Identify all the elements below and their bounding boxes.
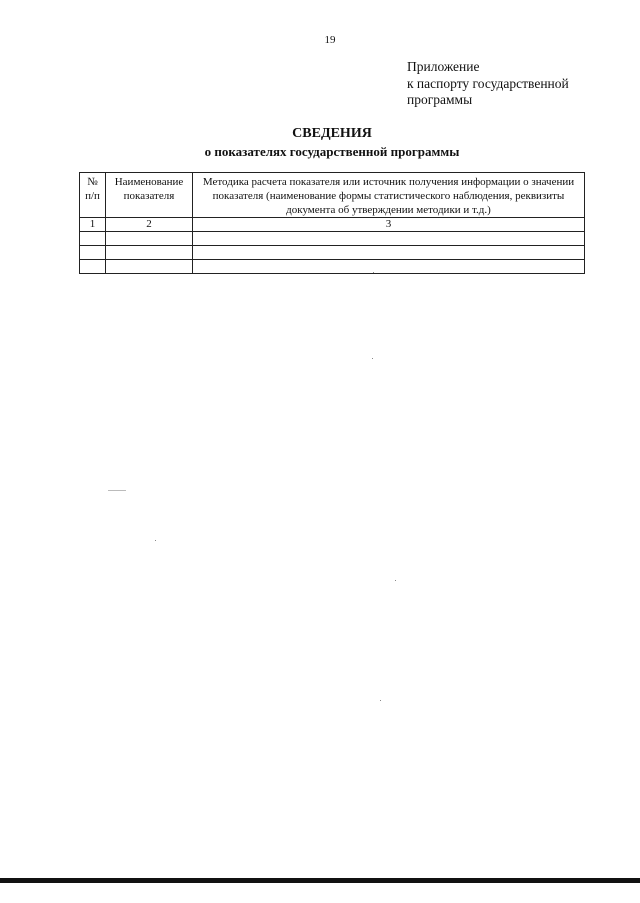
header-methodology: Методика расчета показателя или источник получения информации о значении показателя (наименование формы статистического наблюдения, реквизиты документа об утверждении методики и т.д.) [193, 173, 585, 218]
appendix-note [407, 59, 569, 109]
table-cell [193, 232, 585, 246]
document-subtitle: о показателях государственной программы [204, 144, 460, 159]
table-row [80, 260, 585, 274]
scan-speck [108, 490, 126, 491]
table-cell: 1 [80, 218, 106, 232]
scan-speck [155, 540, 156, 541]
table-cell [106, 232, 193, 246]
table-row [80, 232, 585, 246]
scan-speck [395, 580, 396, 581]
table-cell [80, 232, 106, 246]
header-indicator-name: Наименование показателя [106, 173, 193, 218]
table-cell [193, 246, 585, 260]
appendix-line-2: к паспорту государственной [407, 75, 569, 91]
table-header-row [80, 173, 585, 218]
table-cell [80, 246, 106, 260]
scan-speck [380, 700, 381, 701]
table-cell [80, 260, 106, 274]
table-cell [193, 260, 585, 274]
appendix-line-3: программы [407, 92, 473, 107]
table-cell: 3 [193, 218, 585, 232]
table-cell [106, 260, 193, 274]
scan-speck [373, 272, 374, 273]
document-title: СВЕДЕНИЯ [292, 126, 372, 141]
page-number: 19 [324, 34, 336, 46]
table-cell: 2 [106, 218, 193, 232]
table-row [80, 246, 585, 260]
scan-speck [372, 358, 373, 359]
header-number: № п/п [80, 173, 106, 218]
scan-bottom-edge [0, 878, 640, 883]
indicators-table [79, 172, 585, 274]
table-cell [106, 246, 193, 260]
appendix-line-1: Приложение [407, 59, 480, 74]
table-numbering-row [80, 218, 585, 232]
